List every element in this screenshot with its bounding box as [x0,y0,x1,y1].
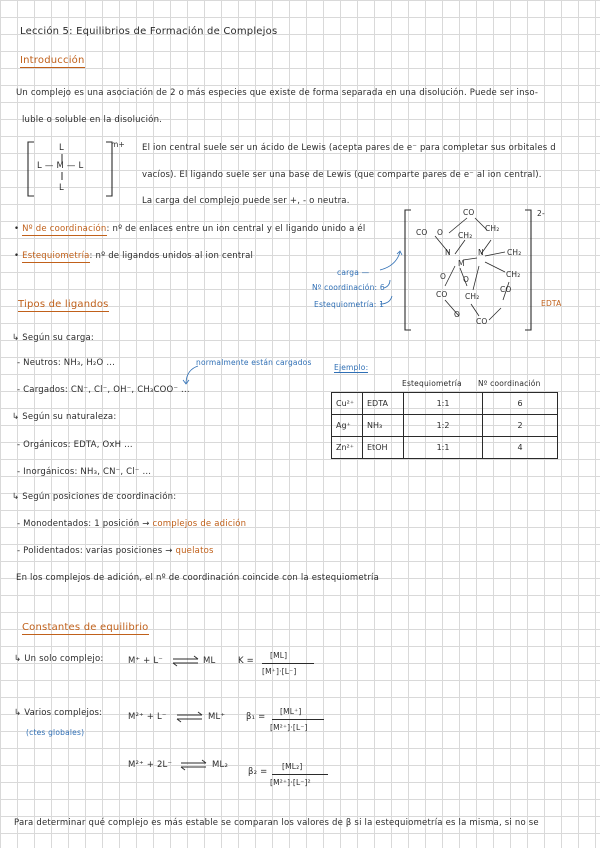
const-solo-eq-left: M⁺ + L⁻ [128,656,163,666]
const-b2: β₂ = [248,767,268,777]
example-table [331,392,558,459]
const-solo-den: [M⁺]·[L⁻] [262,667,297,676]
const-varios-label-text: Varios complejos: [24,708,103,718]
tipos-carga-head: ↳ Según su carga: [12,333,94,343]
edta-co-1: CO [463,208,475,217]
edta-co-2: CO [416,228,428,237]
equilibrium-arrows-1 [172,655,200,667]
intro-line-2: luble o soluble en la disolución. [22,115,163,125]
bullet-esteq: • Estequiometría: nº de ligandos unidos al ion central [14,251,254,261]
cell-ion: Ag⁺ [332,415,363,437]
cell-esteq: 1:2 [404,415,483,437]
edta-esteq-note: Estequiometría: 1 [314,300,385,309]
tipos-cargados-text: Cargados: CN⁻, Cl⁻, OH⁻, CH₃COO⁻ ... [23,385,190,395]
example-col-esteq: Estequiometría [402,379,462,388]
bullet-esteq-label: Estequiometría [22,251,90,261]
ml-top: L [59,143,64,153]
cell-coord: 6 [483,393,558,415]
tipos-organicos: - Orgánicos: EDTA, OxH ... [17,440,133,450]
const-v2-right: ML₂ [212,760,229,770]
tipos-naturaleza-head-text: Según su naturaleza: [22,412,117,422]
intro-line-1: Un complejo es una asociación de 2 o más especies que existe de forma separada en una disolución. Puede ser inso- [16,88,539,98]
edta-carga-note: carga — [337,268,370,277]
const-heading: Constantes de equilibrio [22,622,149,633]
tipos-polidentados-text: Polidentados: varias posiciones → [23,546,173,556]
table-row [332,415,558,437]
example-label: Ejemplo: [334,363,369,372]
edta-annotation-arrows [370,250,410,310]
const-solo-fraction-bar [262,663,314,664]
const-solo-num: [ML] [270,651,288,660]
tipos-organicos-text: Orgánicos: EDTA, OxH ... [23,440,133,450]
tipos-monodentados-text: Monodentados: 1 posición → [23,519,150,529]
page-title: Lección 5: Equilibrios de Formación de Complejos [20,26,278,37]
cell-ion: Cu²⁺ [332,393,363,415]
const-b2-num: [ML₂] [282,762,303,771]
const-solo-k: K = [238,656,254,666]
edta-o-4: O [454,310,461,319]
tipos-neutros: - Neutros: NH₃, H₂O ... [17,358,116,368]
const-varios-note: (ctes globales) [26,728,85,737]
const-v2-left: M²⁺ + 2L⁻ [128,760,173,770]
edta-co-5: CO [476,317,488,326]
charge-line: La carga del complejo puede ser +, - o neutra. [142,196,350,206]
const-solo-eq-right: ML [203,656,216,666]
edta-o-3: O [463,275,470,284]
edta-o-1: O [437,228,444,237]
edta-ch2-d: CH₂ [506,270,521,279]
const-v1-left: M²⁺ + L⁻ [128,712,167,722]
edta-ch2-c: CH₂ [507,248,522,257]
central-line-2: vacíos). El ligando suele ser una base de Lewis (que comparte pares de e⁻ al ion central). [142,170,542,180]
const-b2-fraction-bar [272,774,328,775]
edta-co-3: CO [500,285,512,294]
tipos-inorganicos-text: Inorgánicos: NH₃, CN⁻, Cl⁻ ... [23,467,152,477]
cell-ligand: NH₃ [363,415,404,437]
edta-label: EDTA [541,299,562,308]
bullet-coord-label: Nº de coordinación [22,224,107,234]
cell-esteq: 1:1 [404,437,483,459]
const-v1-right: ML⁺ [208,712,226,722]
example-col-coord: Nº coordinación [478,379,541,388]
tipos-heading: Tipos de ligandos [18,299,109,310]
tipos-note: normalmente están cargados [196,358,312,367]
edta-o-2: O [440,272,447,281]
edta-co-4: CO [436,290,448,299]
edta-coord-note: Nº coordinación: 6 [312,283,385,292]
const-solo-label-text: Un solo complejo: [24,654,104,664]
intro-heading: Introducción [20,55,85,66]
tipos-neutros-text: Neutros: NH₃, H₂O ... [23,358,116,368]
edta-carga-text: carga [337,268,360,277]
table-row [332,393,558,415]
bullet-coord-text: : nº de enlaces entre un ion central y el ligando unido a él [106,224,366,234]
bullet-coord: • Nº de coordinación: nº de enlaces entre un ion central y el ligando unido a él [14,224,366,234]
tipos-posiciones-head-text: Según posiciones de coordinación: [22,492,177,502]
cell-ligand: EtOH [363,437,404,459]
equilibrium-arrows-2 [176,711,204,723]
const-b1-fraction-bar [272,719,324,720]
table-row [332,437,558,459]
tipos-adicion-line: En los complejos de adición, el nº de coordinación coincide con la estequiometría [16,573,380,583]
const-b1: β₁ = [246,712,266,722]
edta-n-1: N [445,248,451,257]
tipos-polidentados: - Polidentados: varias posiciones → quelatos [17,546,214,556]
ml-charge: m+ [111,140,125,149]
const-b2-den: [M²⁺]·[L⁻]² [270,778,311,787]
ml-middle: L — M — L [37,161,84,171]
tipos-monodentados: - Monodentados: 1 posición → complejos de adición [17,519,247,529]
equilibrium-arrows-3 [180,759,208,771]
edta-n-2: N [478,248,484,257]
cell-coord: 2 [483,415,558,437]
cell-ligand: EDTA [363,393,404,415]
edta-charge: 2- [537,209,545,218]
ml-bottom: L [59,183,64,193]
edta-m: M [458,259,465,268]
cell-ion: Zn²⁺ [332,437,363,459]
tipos-inorganicos: - Inorgánicos: NH₃, CN⁻, Cl⁻ ... [17,467,152,477]
const-final-line: Para determinar qué complejo es más estable se comparan los valores de β si la estequiometría es la misma, si no se [14,818,539,828]
cell-esteq: 1:1 [404,393,483,415]
cell-coord: 4 [483,437,558,459]
tipos-carga-head-text: Según su carga: [22,333,94,343]
tipos-note-arrow [182,364,202,386]
tipos-naturaleza-head: ↳ Según su naturaleza: [12,412,117,422]
const-solo-label: ↳ Un solo complejo: [14,654,104,664]
const-b1-num: [ML⁺] [280,707,302,716]
tipos-cargados: - Cargados: CN⁻, Cl⁻, OH⁻, CH₃COO⁻ ... [17,385,190,395]
tipos-monodentados-result: complejos de adición [152,519,247,529]
const-b1-den: [M²⁺]·[L⁻] [270,723,308,732]
edta-ch2-b: CH₂ [485,224,500,233]
tipos-posiciones-head: ↳ Según posiciones de coordinación: [12,492,177,502]
edta-ch2-a: CH₂ [458,231,473,240]
const-varios-label: ↳ Varios complejos: [14,708,103,718]
central-line-1: El ion central suele ser un ácido de Lewis (acepta pares de e⁻ para completar sus orbitales d [142,143,556,153]
bullet-esteq-text: : nº de ligandos unidos al ion central [89,251,254,261]
tipos-polidentados-result: quelatos [175,546,214,556]
edta-ch2-e: CH₂ [465,292,480,301]
